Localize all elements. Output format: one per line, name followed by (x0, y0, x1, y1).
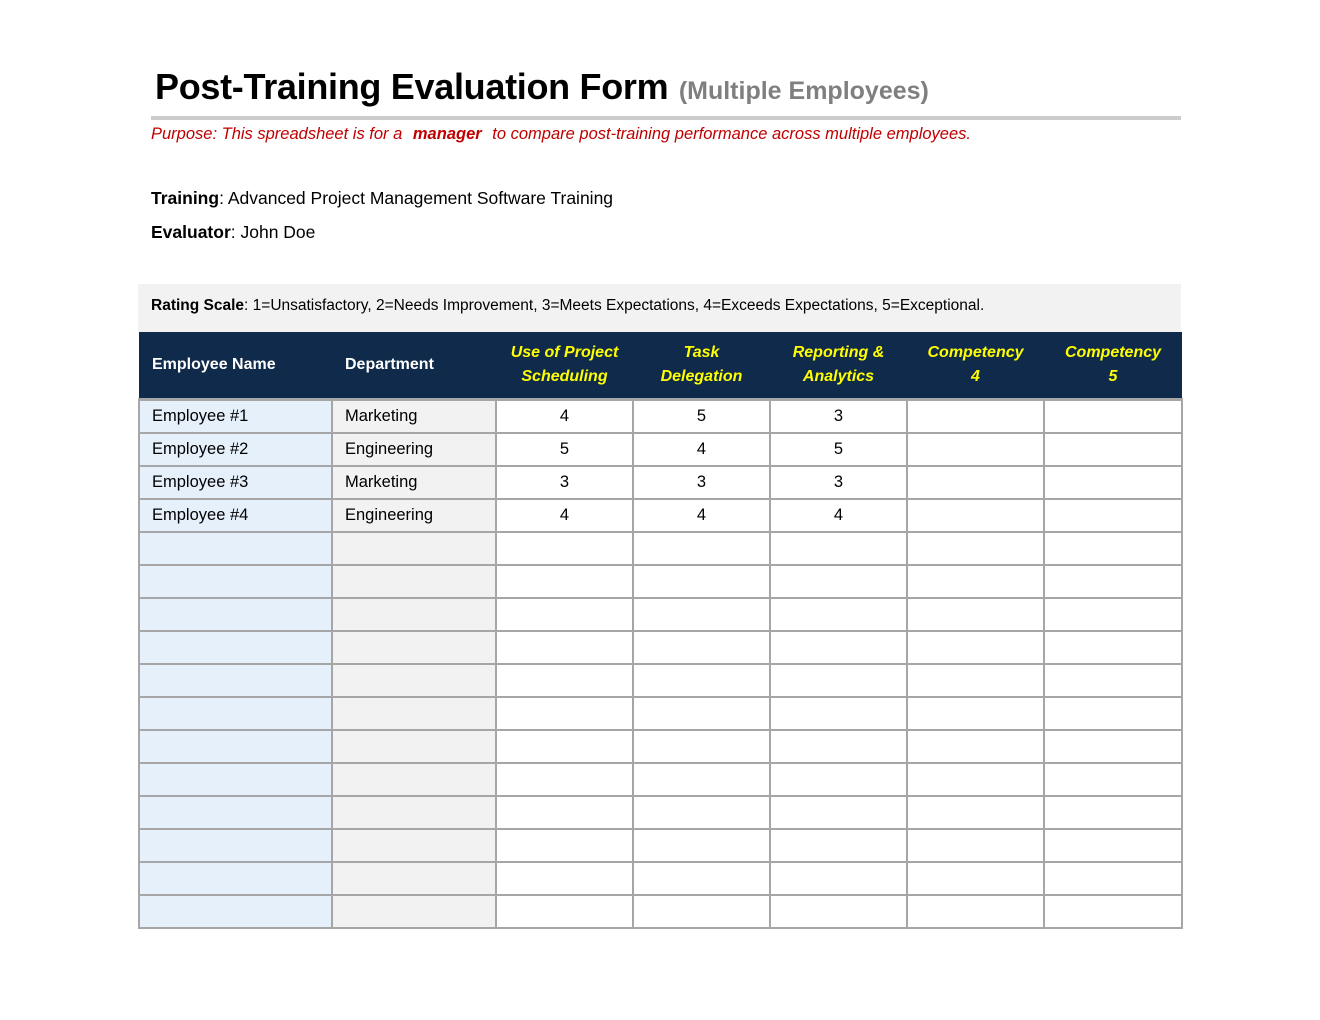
competency-1-score-cell[interactable] (496, 697, 633, 730)
employee-name-cell[interactable] (139, 532, 332, 565)
competency-3-score-cell[interactable]: 3 (770, 400, 907, 434)
table-row (139, 466, 1182, 499)
competency-2-score-cell[interactable] (633, 664, 770, 697)
table-row (139, 433, 1182, 466)
table-row (139, 829, 1182, 862)
competency-3-score-cell[interactable] (770, 730, 907, 763)
header-competency-5-line2: 5 (1108, 368, 1118, 385)
employee-name-cell[interactable] (139, 895, 332, 928)
competency-2-score-cell[interactable]: 4 (633, 433, 770, 466)
table-row (139, 631, 1182, 664)
competency-2-score-cell[interactable] (633, 862, 770, 895)
department-cell[interactable] (332, 796, 496, 829)
header-competency-2-line2: Delegation (660, 368, 743, 385)
employee-name-cell[interactable] (139, 763, 332, 796)
competency-2-score-cell[interactable] (633, 829, 770, 862)
competency-1-score-cell[interactable] (496, 598, 633, 631)
competency-3-score-cell[interactable] (770, 565, 907, 598)
competency-3-score-cell[interactable] (770, 862, 907, 895)
competency-4-score-cell[interactable] (907, 862, 1044, 895)
competency-2-score-cell[interactable]: 5 (633, 400, 770, 434)
header-competency-1-line2: Scheduling (521, 368, 608, 385)
competency-1-score-cell[interactable]: 3 (496, 466, 633, 499)
competency-2-score-cell[interactable] (633, 565, 770, 598)
purpose-emphasis: manager (412, 125, 482, 143)
competency-4-score-cell[interactable] (907, 730, 1044, 763)
header-competency-1 (496, 332, 633, 400)
purpose-text-end: to compare post-training performance across multiple employees. (492, 125, 971, 143)
department-cell[interactable] (332, 565, 496, 598)
competency-5-score-cell[interactable] (1044, 532, 1182, 565)
competency-4-score-cell[interactable] (907, 829, 1044, 862)
competency-3-score-cell[interactable] (770, 829, 907, 862)
competency-2-score-cell[interactable] (633, 532, 770, 565)
evaluator-line (151, 222, 315, 243)
header-competency-3-line2: Analytics (802, 368, 875, 385)
competency-5-score-cell[interactable] (1044, 697, 1182, 730)
competency-5-score-cell[interactable] (1044, 466, 1182, 499)
competency-1-score-cell[interactable] (496, 862, 633, 895)
table-body (139, 400, 1182, 929)
employee-name-cell[interactable]: Employee #1 (139, 400, 332, 434)
employee-name-cell[interactable]: Employee #4 (139, 499, 332, 532)
evaluator-value: : John Doe (230, 222, 316, 242)
table-row (139, 565, 1182, 598)
competency-1-score-cell[interactable] (496, 796, 633, 829)
employee-name-cell[interactable] (139, 598, 332, 631)
competency-4-score-cell[interactable] (907, 763, 1044, 796)
competency-1-score-cell[interactable] (496, 763, 633, 796)
form-title: Post-Training Evaluation Form (155, 66, 669, 107)
header-competency-5 (1044, 332, 1182, 400)
evaluator-label: Evaluator (151, 222, 231, 242)
department-cell[interactable] (332, 664, 496, 697)
department-cell[interactable] (332, 631, 496, 664)
employee-name-cell[interactable]: Employee #2 (139, 433, 332, 466)
employee-name-cell[interactable] (139, 730, 332, 763)
competency-3-score-cell[interactable] (770, 763, 907, 796)
table-row (139, 598, 1182, 631)
department-cell[interactable]: Engineering (332, 433, 496, 466)
header-competency-2 (633, 332, 770, 400)
table-row (139, 730, 1182, 763)
table-row (139, 400, 1182, 434)
employee-name-cell[interactable] (139, 697, 332, 730)
competency-3-score-cell[interactable] (770, 895, 907, 928)
header-employee-name: Employee Name (139, 332, 332, 400)
competency-4-score-cell[interactable] (907, 631, 1044, 664)
competency-5-score-cell[interactable] (1044, 895, 1182, 928)
table-row (139, 499, 1182, 532)
header-competency-4-line1: Competency (927, 344, 1024, 361)
header-competency-4 (907, 332, 1044, 400)
header-competency-2-line1: Task (683, 344, 720, 361)
competency-4-score-cell[interactable] (907, 400, 1044, 434)
competency-5-score-cell[interactable] (1044, 598, 1182, 631)
competency-1-score-cell[interactable] (496, 730, 633, 763)
competency-2-score-cell[interactable]: 4 (633, 499, 770, 532)
table-row (139, 664, 1182, 697)
purpose-note (151, 125, 971, 144)
competency-2-score-cell[interactable]: 3 (633, 466, 770, 499)
competency-4-score-cell[interactable] (907, 895, 1044, 928)
competency-3-score-cell[interactable] (770, 532, 907, 565)
competency-4-score-cell[interactable] (907, 532, 1044, 565)
department-cell[interactable] (332, 730, 496, 763)
employee-name-cell[interactable] (139, 565, 332, 598)
competency-1-score-cell[interactable]: 4 (496, 499, 633, 532)
training-value: : Advanced Project Management Software Training (219, 188, 614, 208)
competency-4-score-cell[interactable] (907, 433, 1044, 466)
employee-name-cell[interactable] (139, 664, 332, 697)
competency-4-score-cell[interactable] (907, 796, 1044, 829)
employee-name-cell[interactable] (139, 862, 332, 895)
header-competency-4-line2: 4 (971, 368, 980, 385)
header-competency-5-line1: Competency (1064, 344, 1162, 361)
rating-scale-bar (138, 284, 1181, 332)
competency-1-score-cell[interactable]: 4 (496, 400, 633, 434)
competency-3-score-cell[interactable]: 5 (770, 433, 907, 466)
competency-1-score-cell[interactable]: 5 (496, 433, 633, 466)
purpose-text-start: Purpose: This spreadsheet is for a (151, 125, 403, 143)
competency-1-score-cell[interactable] (496, 631, 633, 664)
competency-5-score-cell[interactable] (1044, 829, 1182, 862)
competency-2-score-cell[interactable] (633, 598, 770, 631)
competency-4-score-cell[interactable] (907, 565, 1044, 598)
competency-1-score-cell[interactable] (496, 532, 633, 565)
competency-4-score-cell[interactable] (907, 697, 1044, 730)
table-row (139, 532, 1182, 565)
table-header-row (139, 332, 1182, 400)
table-row (139, 697, 1182, 730)
competency-5-score-cell[interactable] (1044, 433, 1182, 466)
department-cell[interactable] (332, 862, 496, 895)
department-cell[interactable] (332, 697, 496, 730)
department-cell[interactable] (332, 598, 496, 631)
page-title (155, 66, 929, 108)
department-cell[interactable]: Engineering (332, 499, 496, 532)
competency-2-score-cell[interactable] (633, 763, 770, 796)
header-competency-1-line1: Use of Project (510, 344, 619, 361)
department-cell[interactable]: Marketing (332, 466, 496, 499)
rating-scale-text (151, 297, 984, 315)
department-cell[interactable] (332, 895, 496, 928)
header-competency-3 (770, 332, 907, 400)
department-cell[interactable]: Marketing (332, 400, 496, 434)
competency-1-score-cell[interactable] (496, 565, 633, 598)
competency-3-score-cell[interactable] (770, 664, 907, 697)
competency-2-score-cell[interactable] (633, 631, 770, 664)
competency-2-score-cell[interactable] (633, 697, 770, 730)
table-row (139, 763, 1182, 796)
header-department: Department (332, 332, 496, 400)
competency-3-score-cell[interactable] (770, 631, 907, 664)
employee-name-cell[interactable]: Employee #3 (139, 466, 332, 499)
competency-4-score-cell[interactable] (907, 466, 1044, 499)
competency-2-score-cell[interactable] (633, 796, 770, 829)
department-cell[interactable] (332, 829, 496, 862)
competency-3-score-cell[interactable] (770, 598, 907, 631)
competency-1-score-cell[interactable] (496, 664, 633, 697)
competency-3-score-cell[interactable]: 4 (770, 499, 907, 532)
competency-3-score-cell[interactable]: 3 (770, 466, 907, 499)
competency-5-score-cell[interactable] (1044, 664, 1182, 697)
employee-name-cell[interactable] (139, 796, 332, 829)
competency-2-score-cell[interactable] (633, 730, 770, 763)
competency-5-score-cell[interactable] (1044, 862, 1182, 895)
training-line (151, 188, 613, 209)
table-row (139, 895, 1182, 928)
department-cell[interactable] (332, 532, 496, 565)
evaluation-table (138, 332, 1183, 929)
table-row (139, 796, 1182, 829)
rating-scale-label: Rating Scale (151, 297, 245, 314)
competency-4-score-cell[interactable] (907, 499, 1044, 532)
competency-5-score-cell[interactable] (1044, 499, 1182, 532)
competency-5-score-cell[interactable] (1044, 631, 1182, 664)
competency-5-score-cell[interactable] (1044, 763, 1182, 796)
training-label: Training (151, 188, 220, 208)
header-competency-3-line1: Reporting & (792, 344, 885, 361)
competency-3-score-cell[interactable] (770, 697, 907, 730)
competency-3-score-cell[interactable] (770, 796, 907, 829)
employee-name-cell[interactable] (139, 829, 332, 862)
competency-1-score-cell[interactable] (496, 829, 633, 862)
competency-5-score-cell[interactable] (1044, 400, 1182, 434)
competency-5-score-cell[interactable] (1044, 730, 1182, 763)
employee-name-cell[interactable] (139, 631, 332, 664)
competency-5-score-cell[interactable] (1044, 796, 1182, 829)
department-cell[interactable] (332, 763, 496, 796)
form-subtitle: (Multiple Employees) (678, 77, 929, 105)
competency-2-score-cell[interactable] (633, 895, 770, 928)
competency-4-score-cell[interactable] (907, 598, 1044, 631)
competency-5-score-cell[interactable] (1044, 565, 1182, 598)
competency-4-score-cell[interactable] (907, 664, 1044, 697)
table-row (139, 862, 1182, 895)
rating-scale-value: : 1=Unsatisfactory, 2=Needs Improvement, 3=Meets Expectations, 4=Exceeds Expectations, 5=Exceptional. (244, 297, 985, 314)
title-divider (151, 116, 1181, 120)
competency-1-score-cell[interactable] (496, 895, 633, 928)
